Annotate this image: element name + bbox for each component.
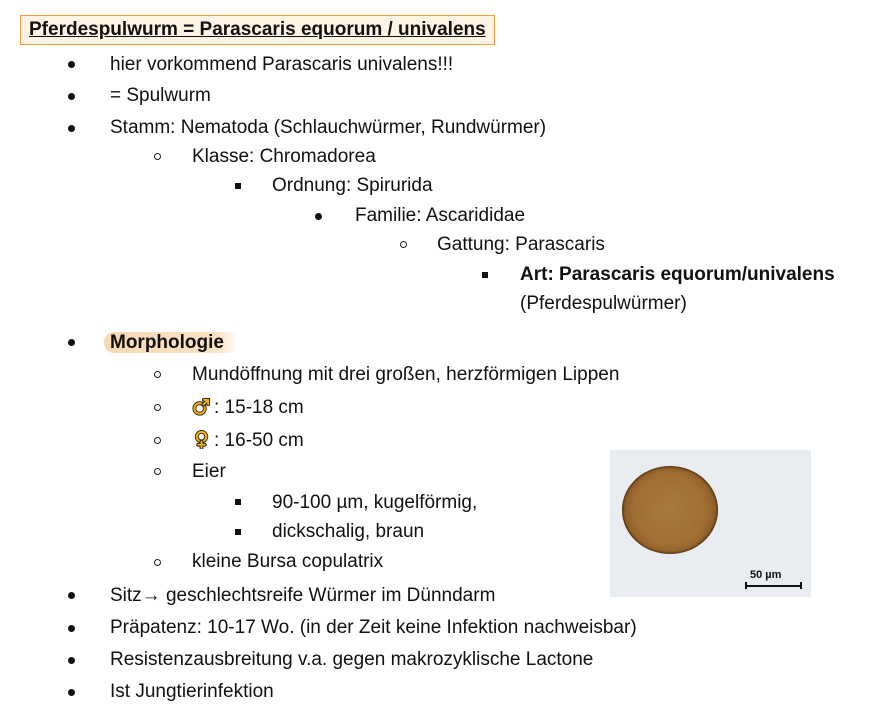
circle-bullet-icon	[400, 241, 407, 248]
list-item-male-size	[192, 394, 304, 421]
bullet-icon	[68, 625, 75, 632]
scale-bar	[745, 585, 802, 587]
square-bullet-icon	[482, 272, 488, 278]
list-item-ordnung: Ordnung: Spirurida	[272, 175, 433, 196]
male-size-text: : 15-18 cm	[214, 397, 304, 418]
list-item-stamm: Stamm: Nematoda (Schlauchwürmer, Rundwürmer)	[110, 117, 547, 138]
list-item-familie: Familie: Ascarididae	[355, 205, 526, 226]
list-item-jungtier: Ist Jungtierinfektion	[110, 681, 274, 702]
bullet-icon	[68, 339, 75, 346]
list-item-eier: Eier	[192, 461, 226, 482]
bullet-icon	[68, 125, 75, 132]
list-item-eier-schale: dickschalig, braun	[272, 521, 425, 542]
list-item-spulwurm: = Spulwurm	[110, 85, 211, 106]
bullet-icon	[68, 61, 75, 68]
egg-shape	[622, 466, 718, 554]
male-symbol-icon	[192, 397, 211, 416]
list-item-bursa: kleine Bursa copulatrix	[192, 551, 384, 572]
female-size-text: : 16-50 cm	[214, 430, 304, 451]
circle-bullet-icon	[154, 559, 161, 566]
list-item-praepatenz: Präpatenz: 10-17 Wo. (in der Zeit keine Infektion nachweisbar)	[110, 617, 637, 638]
circle-bullet-icon	[154, 371, 161, 378]
square-bullet-icon	[235, 499, 241, 505]
circle-bullet-icon	[154, 437, 161, 444]
list-item-vorkommend: hier vorkommend Parascaris univalens!!!	[110, 54, 454, 75]
list-item-gattung: Gattung: Parascaris	[437, 234, 605, 255]
list-item-resistenz: Resistenzausbreitung v.a. gegen makrozyklische Lactone	[110, 649, 594, 670]
female-symbol-icon	[192, 430, 211, 449]
egg-micrograph	[610, 450, 811, 597]
square-bullet-icon	[235, 183, 241, 189]
list-item-art: Art: Parascaris equorum/univalens	[520, 264, 835, 285]
list-item-female-size	[192, 427, 304, 454]
bullet-icon	[68, 657, 75, 664]
scale-label: 50 µm	[750, 569, 782, 581]
list-item-art-trivial: (Pferdespulwürmer)	[520, 293, 687, 314]
square-bullet-icon	[235, 529, 241, 535]
list-item-eier-groesse: 90-100 µm, kugelförmig,	[272, 492, 478, 513]
list-item-sitz: Sitz→ geschlechtsreife Würmer im Dünndarm	[110, 585, 496, 606]
circle-bullet-icon	[154, 468, 161, 475]
list-item-klasse: Klasse: Chromadorea	[192, 146, 376, 167]
bullet-icon	[68, 689, 75, 696]
circle-bullet-icon	[154, 404, 161, 411]
page-title: Pferdespulwurm = Parascaris equorum / univalens	[20, 15, 495, 45]
bullet-icon	[68, 592, 75, 599]
list-item-mund: Mundöffnung mit drei großen, herzförmigen Lippen	[192, 364, 620, 385]
morphologie-heading: Morphologie	[104, 332, 238, 353]
bullet-icon	[68, 93, 75, 100]
bullet-icon	[315, 213, 322, 220]
section-morphologie	[104, 329, 238, 356]
circle-bullet-icon	[154, 153, 161, 160]
